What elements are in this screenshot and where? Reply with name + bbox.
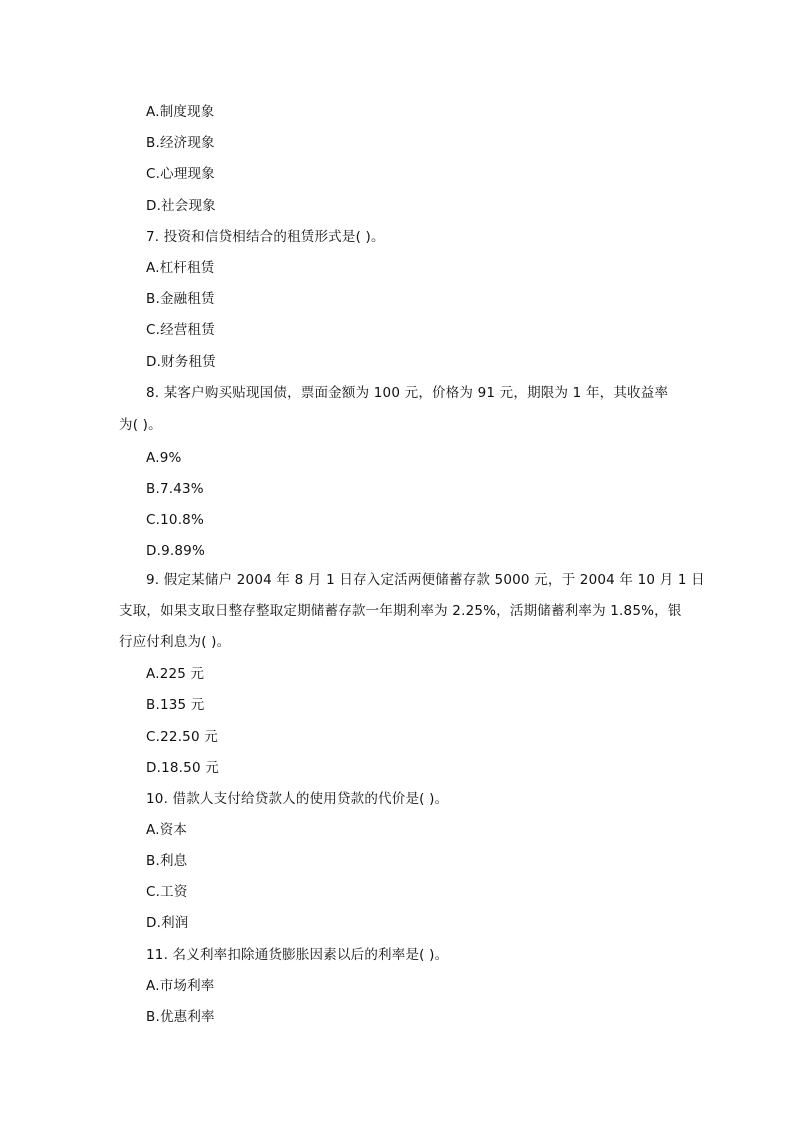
- q8-option-a: A.9%: [146, 450, 182, 466]
- q8-stem-line2: 为( )。: [119, 417, 162, 433]
- q9-option-b: B.135 元: [146, 697, 205, 713]
- q9-stem-line2: 支取，如果支取日整存整取定期储蓄存款一年期利率为 2.25%，活期储蓄利率为 1.85%，银: [119, 603, 682, 619]
- q10-option-b: B.利息: [146, 853, 188, 869]
- q9-stem-line3: 行应付利息为( )。: [119, 634, 231, 650]
- q7-option-b: B.金融租赁: [146, 291, 215, 307]
- q10-option-d: D.利润: [146, 915, 189, 931]
- q7-option-c: C.经营租赁: [146, 322, 215, 338]
- q6-option-a: A.制度现象: [146, 104, 215, 120]
- q8-option-d: D.9.89%: [146, 543, 205, 559]
- q10-stem: 10. 借款人支付给贷款人的使用贷款的代价是( )。: [146, 791, 449, 807]
- q6-option-c: C.心理现象: [146, 166, 215, 182]
- q8-stem-line1: 8. 某客户购买贴现国债，票面金额为 100 元，价格为 91 元，期限为 1 年，其收益率: [146, 385, 669, 401]
- q9-stem-line1: 9. 假定某储户 2004 年 8 月 1 日存入定活两便储蓄存款 5000 元，于 2004 年 10 月 1 日: [146, 572, 705, 588]
- q9-option-c: C.22.50 元: [146, 729, 218, 745]
- q10-option-a: A.资本: [146, 822, 188, 838]
- q8-option-b: B.7.43%: [146, 481, 204, 497]
- q7-stem: 7. 投资和信贷相结合的租赁形式是( )。: [146, 229, 385, 245]
- q6-option-d: D.社会现象: [146, 198, 216, 214]
- q8-option-c: C.10.8%: [146, 512, 205, 528]
- q9-option-a: A.225 元: [146, 666, 205, 682]
- q11-option-b: B.优惠利率: [146, 1009, 215, 1025]
- q11-option-a: A.市场利率: [146, 978, 215, 994]
- q11-stem: 11. 名义利率扣除通货膨胀因素以后的利率是( )。: [146, 947, 449, 963]
- q10-option-c: C.工资: [146, 884, 188, 900]
- q7-option-d: D.财务租赁: [146, 354, 216, 370]
- q6-option-b: B.经济现象: [146, 135, 215, 151]
- q9-option-d: D.18.50 元: [146, 760, 219, 776]
- q7-option-a: A.杠杆租赁: [146, 260, 215, 276]
